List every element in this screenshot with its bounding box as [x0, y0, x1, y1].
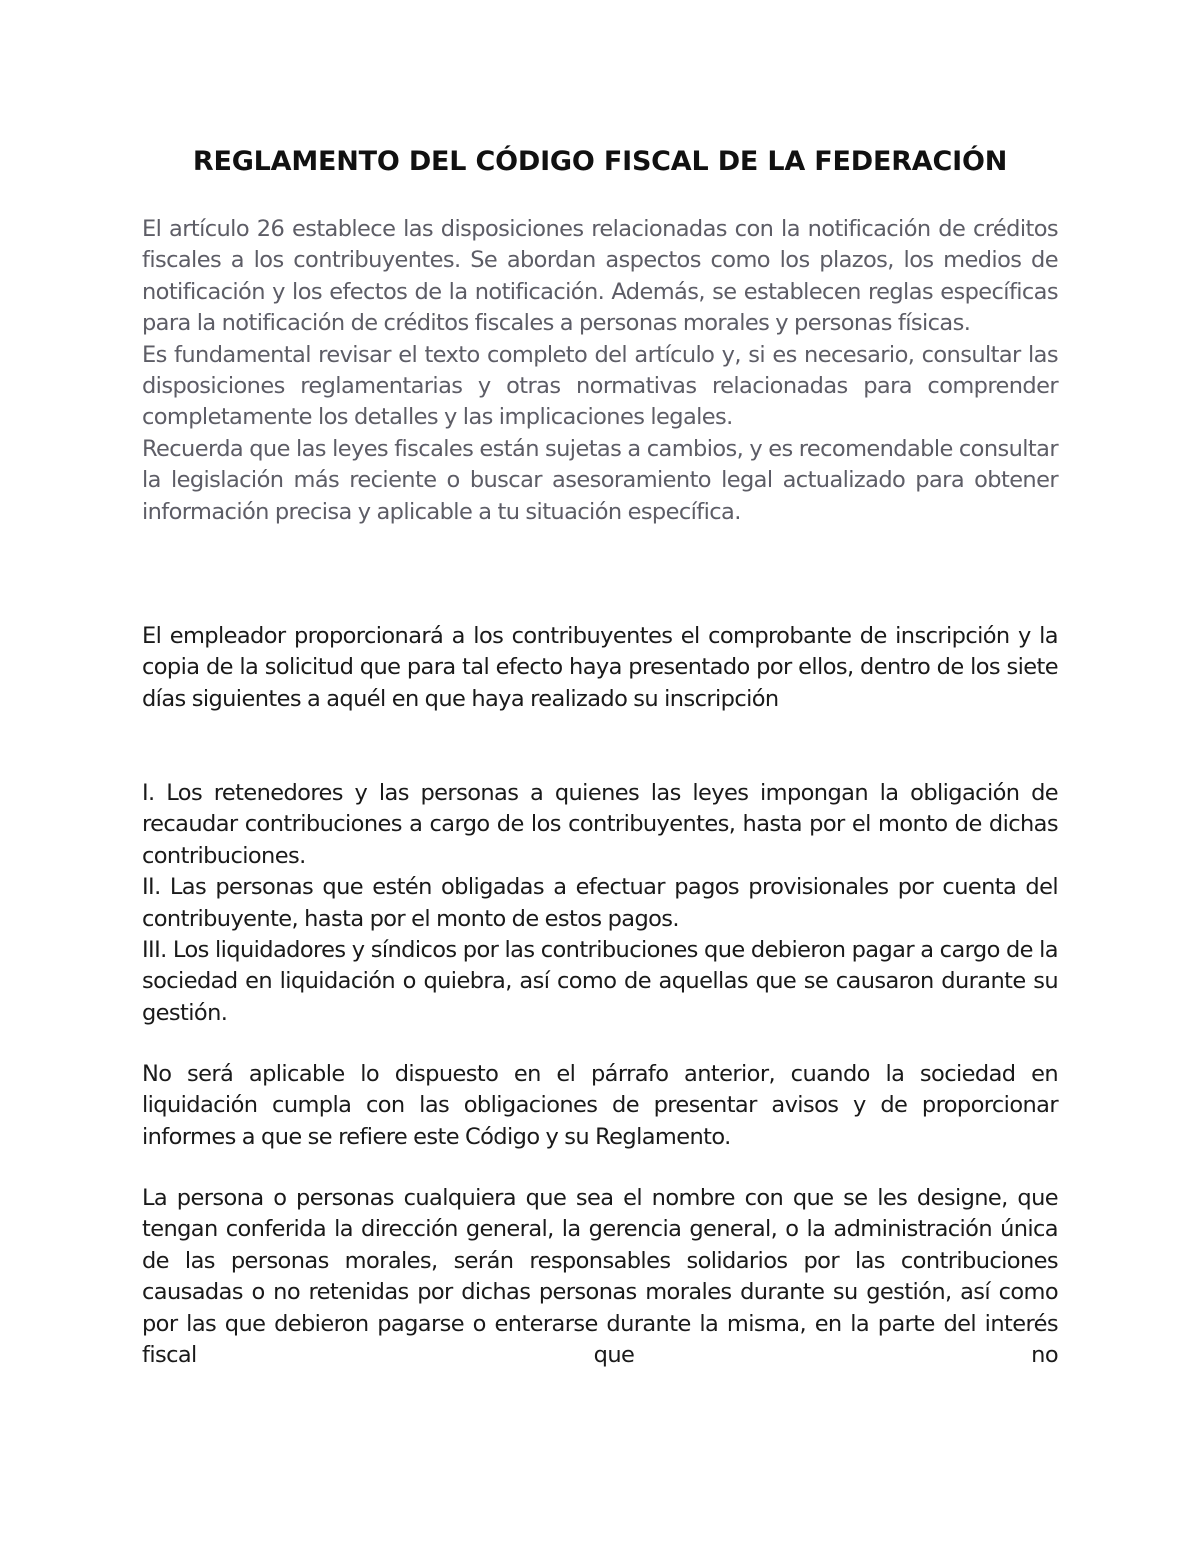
section-management-liability — [142, 1183, 1058, 1371]
document-title: REGLAMENTO DEL CÓDIGO FISCAL DE LA FEDERACIÓN — [192, 146, 1008, 177]
list-item-liquidadores: III. Los liquidadores y síndicos por las contribuciones que debieron pagar a cargo de la sociedad en liquidación o quiebra, así como de aquellas que se causaron durante su gestión. — [142, 937, 1058, 1026]
paragraph-law-changes-note: Recuerda que las leyes fiscales están sujetas a cambios, y es recomendable consultar la legislación más reciente o buscar asesoramiento legal actualizado para obtener información precisa y aplicable a tu situación específica. — [142, 435, 1058, 525]
section-article-26 — [142, 214, 1058, 528]
list-item-pagos-provisionales: II. Las personas que estén obligadas a efectuar pagos provisionales por cuenta del contribuyente, hasta por el monto de estos pagos. — [142, 874, 1058, 932]
section-employer — [142, 621, 1058, 715]
paragraph-review-advice: Es fundamental revisar el texto completo del artículo y, si es necesario, consultar las disposiciones reglamentarias y otras normativas relacionadas para comprender completamente los detalles y las implicaciones legales. — [142, 341, 1058, 431]
section-exception — [142, 1059, 1058, 1153]
paragraph-directors-liability: La persona o personas cualquiera que sea el nombre con que se les designe, que tengan conferida la dirección general, la gerencia general, o la administración única de las personas morales, serán responsables solidarios por las contribuciones causadas o no retenidas por dichas personas morales durante su gestión, así como por las que debieron pagarse o enterarse durante la misma, en la parte del interés fiscal que no — [142, 1185, 1058, 1369]
paragraph-not-applicable: No será aplicable lo dispuesto en el párrafo anterior, cuando la sociedad en liquidación cumpla con las obligaciones de presentar avisos y de proporcionar informes a que se refiere este Código y su Reglamento. — [142, 1061, 1058, 1150]
paragraph-employer-registration: El empleador proporcionará a los contribuyentes el comprobante de inscripción y la copia de la solicitud que para tal efecto haya presentado por ellos, dentro de los siete días siguientes a aquél en que haya realizado su inscripción — [142, 623, 1058, 712]
section-responsible-list — [142, 778, 1058, 1029]
paragraph-article-26-summary: El artículo 26 establece las disposiciones relacionadas con la notificación de créditos fiscales a los contribuyentes. Se abordan aspectos como los plazos, los medios de notificación y los efectos de la notificación. Además, se establecen reglas específicas para la notificación de créditos fiscales a personas morales y personas físicas. — [142, 216, 1058, 337]
list-item-retenedores: I. Los retenedores y las personas a quienes las leyes impongan la obligación de recaudar contribuciones a cargo de los contribuyentes, hasta por el monto de dichas contribuciones. — [142, 780, 1058, 869]
